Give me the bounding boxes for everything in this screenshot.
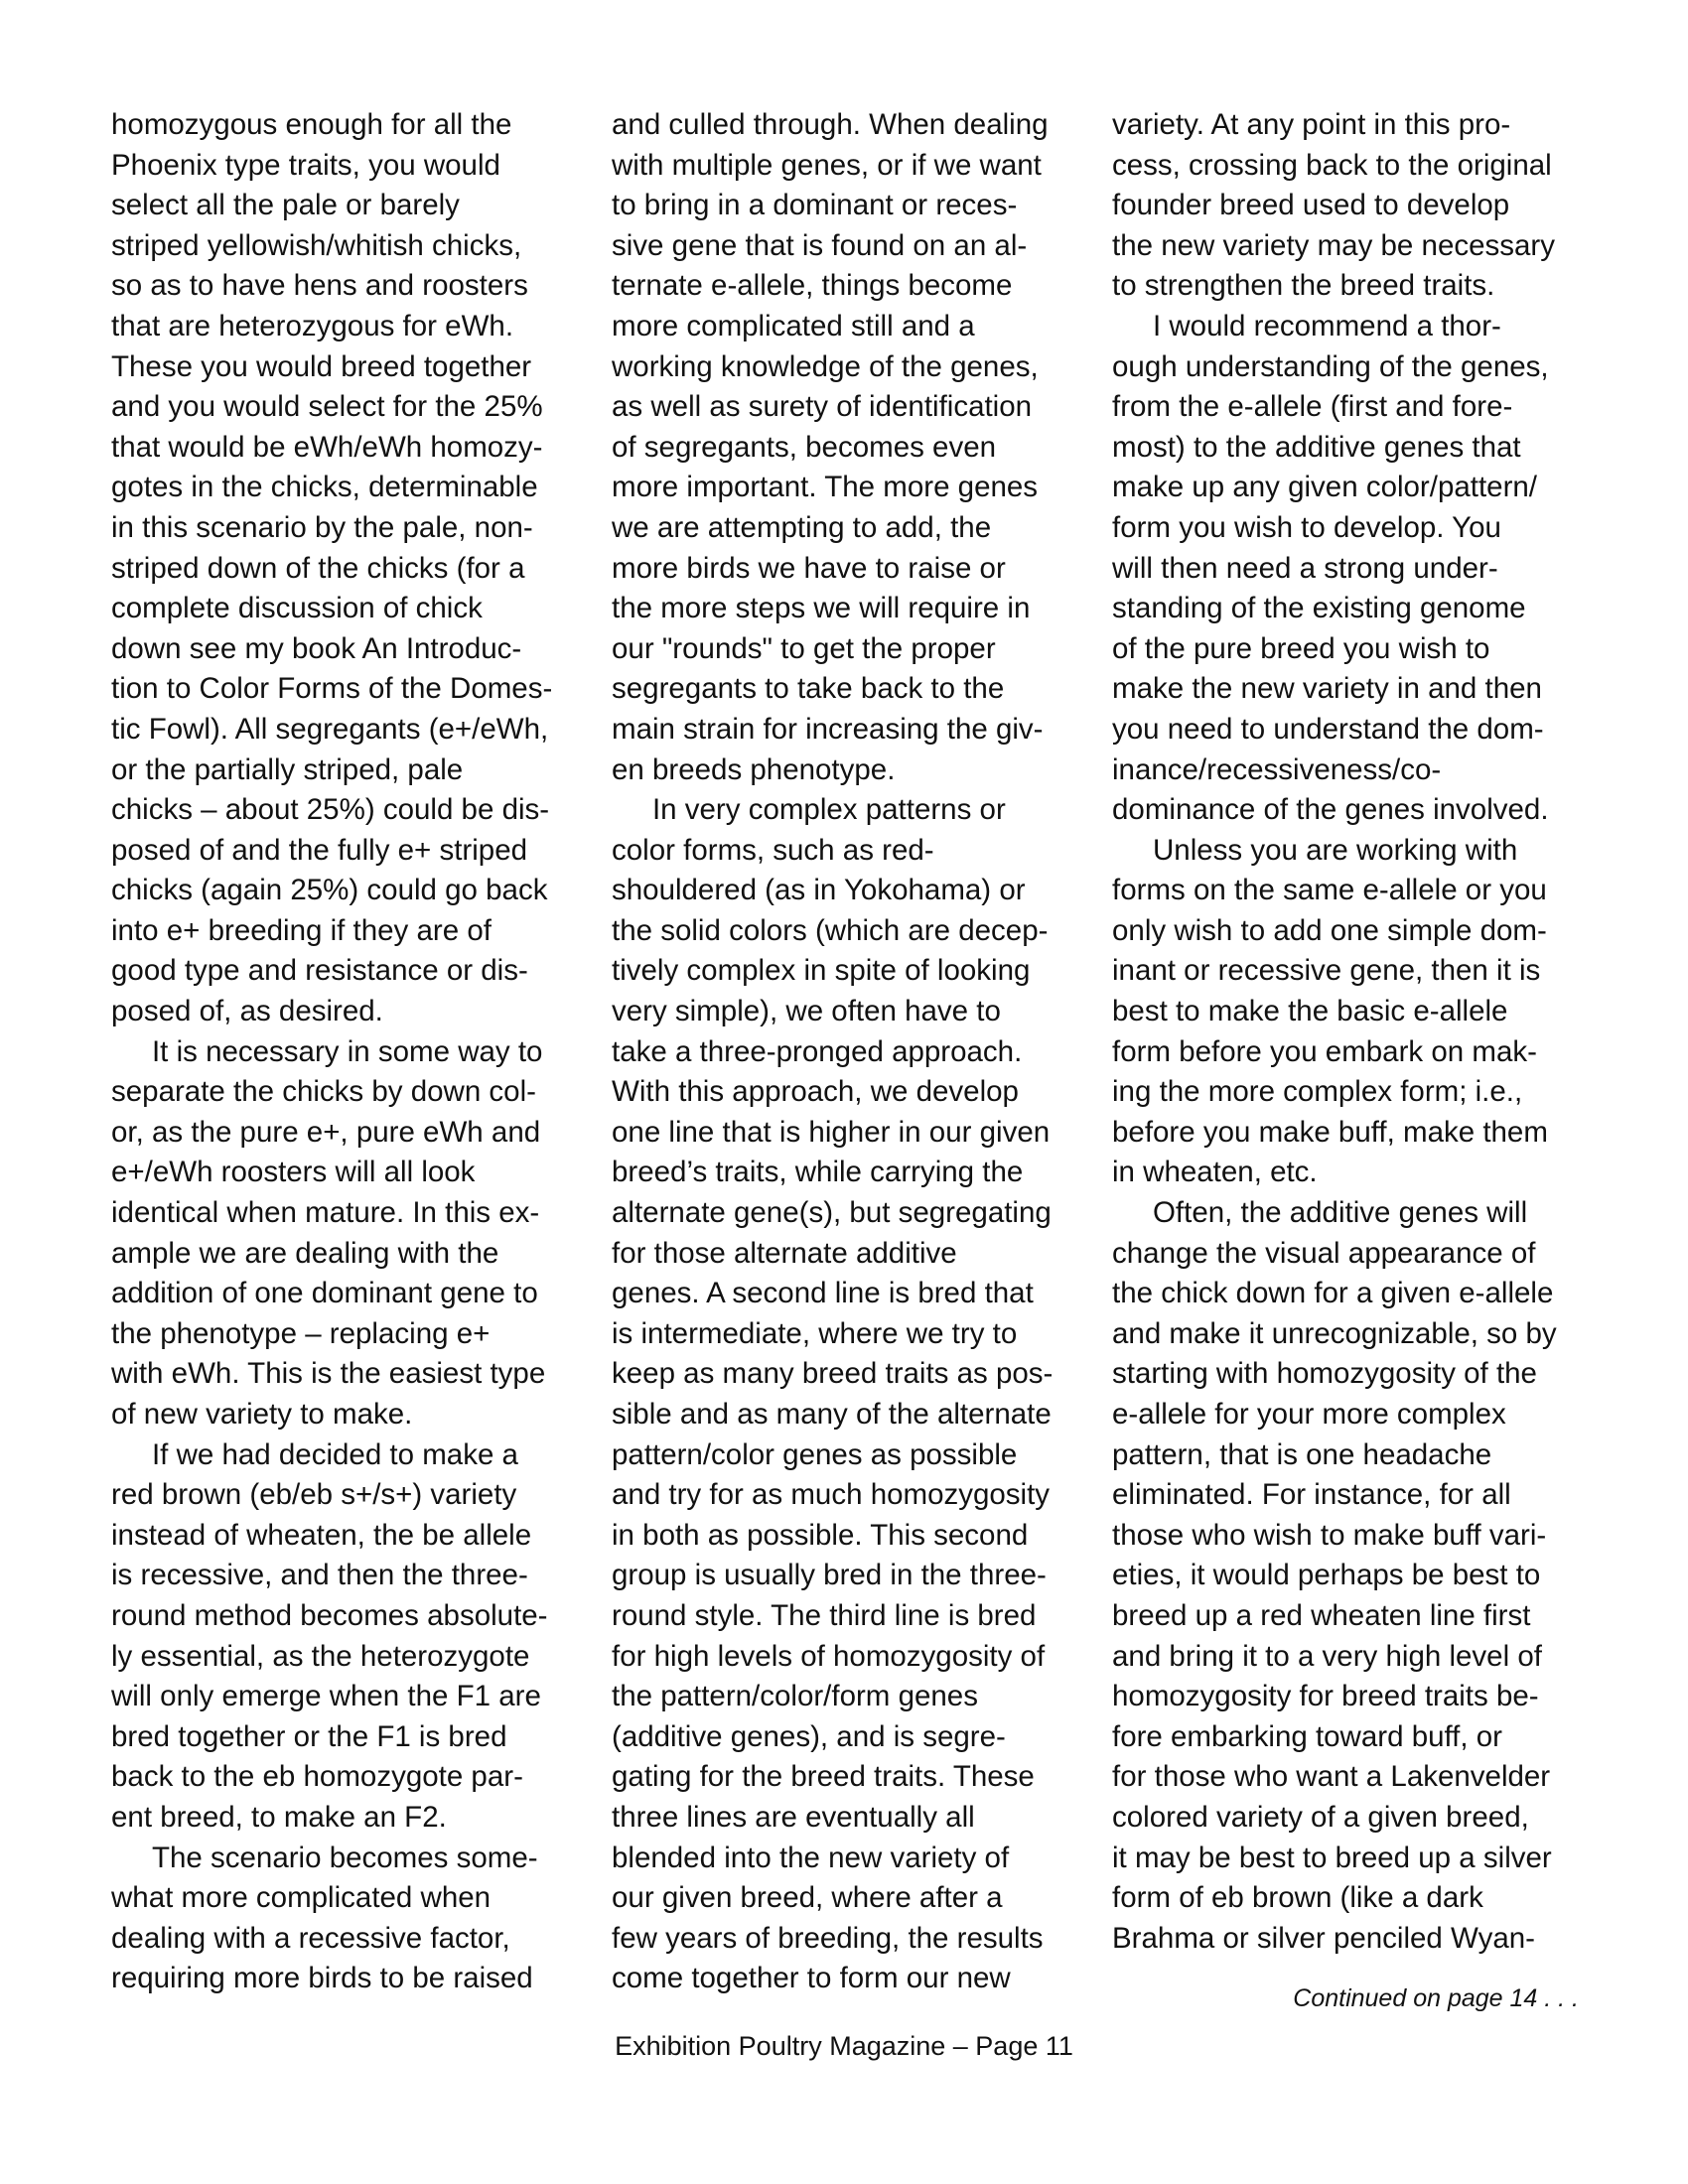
text-line: striped down of the chicks (for a — [111, 551, 525, 585]
text-line: form you wish to develop. You — [1112, 510, 1501, 544]
text-line: homozygosity for breed traits be- — [1112, 1680, 1539, 1713]
text-line: It is necessary in some way to — [111, 1034, 543, 1068]
text-line: red brown (eb/eb s+/s+) variety — [111, 1478, 517, 1512]
text-line: in this scenario by the pale, non- — [111, 510, 533, 544]
text-line: so as to have hens and roosters — [111, 269, 528, 303]
text-line: Unless you are working with — [1112, 833, 1518, 867]
text-line: group is usually bred in the three- — [612, 1559, 1047, 1592]
text-line: form of eb brown (like a dark — [1112, 1881, 1483, 1915]
text-line: very simple), we often have to — [612, 995, 1001, 1028]
text-line: only wish to add one simple dom- — [1112, 913, 1547, 947]
text-line: I would recommend a thor- — [1112, 309, 1501, 342]
text-line: These you would breed together — [111, 349, 532, 383]
text-line: of new variety to make. — [111, 1398, 413, 1431]
text-line: and try for as much homozygosity — [612, 1478, 1051, 1512]
text-line: separate the chicks by down col- — [111, 1075, 536, 1109]
text-column-1 — [111, 105, 580, 1999]
text-line: for high levels of homozygosity of — [612, 1639, 1046, 1673]
text-line: posed of, as desired. — [111, 995, 383, 1028]
text-line: tion to Color Forms of the Domes- — [111, 672, 553, 706]
text-line: you need to understand the dom- — [1112, 712, 1544, 746]
text-line: complete discussion of chick — [111, 592, 483, 625]
text-line: inance/recessiveness/co- — [1112, 752, 1442, 786]
text-line: from the e-allele (first and fore- — [1112, 390, 1513, 424]
text-line: posed of and the fully e+ striped — [111, 833, 528, 867]
text-line: for those who want a Lakenvelder — [1112, 1760, 1551, 1794]
text-line: Often, the additive genes will — [1112, 1196, 1528, 1230]
text-line: more important. The more genes — [612, 471, 1039, 504]
text-line: before you make buff, make them — [1112, 1115, 1548, 1149]
text-line: in both as possible. This second — [612, 1518, 1029, 1552]
text-line: come together to form our new — [612, 1962, 1011, 1995]
text-line: of segregants, becomes even — [612, 430, 997, 464]
text-line: best to make the basic e-allele — [1112, 995, 1508, 1028]
text-line: homozygous enough for all the — [111, 108, 512, 141]
text-line: or the partially striped, pale — [111, 752, 464, 786]
text-line: chicks (again 25%) could go back — [111, 874, 548, 907]
text-line: the solid colors (which are decep- — [612, 913, 1049, 947]
continued-note: Continued on page 14 . . . — [1293, 1984, 1579, 2012]
text-line: addition of one dominant gene to — [111, 1277, 538, 1310]
text-line: with multiple genes, or if we want — [612, 148, 1042, 182]
text-line: identical when mature. In this ex- — [111, 1196, 540, 1230]
text-line: ough understanding of the genes, — [1112, 349, 1549, 383]
text-line: eties, it would perhaps be best to — [1112, 1559, 1541, 1592]
text-line: the chick down for a given e-allele — [1112, 1277, 1554, 1310]
text-line: change the visual appearance of — [1112, 1236, 1536, 1270]
text-line: keep as many breed traits as pos- — [612, 1357, 1054, 1391]
text-line: the pattern/color/form genes — [612, 1680, 978, 1713]
text-line: striped yellowish/whitish chicks, — [111, 228, 522, 262]
text-line: fore embarking toward buff, or — [1112, 1719, 1502, 1753]
text-column-3 — [1112, 105, 1581, 1959]
text-line: working knowledge of the genes, — [612, 349, 1039, 383]
text-line: round style. The third line is bred — [612, 1598, 1037, 1632]
text-line: that would be eWh/eWh homozy- — [111, 430, 543, 464]
text-line: cess, crossing back to the original — [1112, 148, 1552, 182]
text-column-2 — [612, 105, 1080, 1999]
text-line: one line that is higher in our given — [612, 1115, 1051, 1149]
text-line: genes. A second line is bred that — [612, 1277, 1034, 1310]
text-line: is recessive, and then the three- — [111, 1559, 528, 1592]
text-line: those who wish to make buff vari- — [1112, 1518, 1547, 1552]
text-line: good type and resistance or dis- — [111, 954, 528, 988]
text-line: The scenario becomes some- — [111, 1841, 538, 1874]
text-line: or, as the pure e+, pure eWh and — [111, 1115, 541, 1149]
text-line: make up any given color/pattern/ — [1112, 471, 1537, 504]
text-line: into e+ breeding if they are of — [111, 913, 492, 947]
text-line: instead of wheaten, the be allele — [111, 1518, 532, 1552]
text-line: inant or recessive gene, then it is — [1112, 954, 1541, 988]
text-line: more birds we have to raise or — [612, 551, 1006, 585]
text-line: our given breed, where after a — [612, 1881, 1003, 1915]
text-line: main strain for increasing the giv- — [612, 712, 1044, 746]
text-line: sive gene that is found on an al- — [612, 228, 1028, 262]
text-line: ample we are dealing with the — [111, 1236, 499, 1270]
text-line: eliminated. For instance, for all — [1112, 1478, 1511, 1512]
text-line: make the new variety in and then — [1112, 672, 1542, 706]
text-line: the more steps we will require in — [612, 592, 1031, 625]
text-line: round method becomes absolute- — [111, 1598, 548, 1632]
text-line: en breeds phenotype. — [612, 752, 896, 786]
text-line: we are attempting to add, the — [612, 510, 992, 544]
text-line: e+/eWh roosters will all look — [111, 1156, 476, 1189]
text-line: as well as surety of identification — [612, 390, 1033, 424]
text-line: dominance of the genes involved. — [1112, 793, 1549, 827]
text-line: ly essential, as the heterozygote — [111, 1639, 530, 1673]
text-line: tic Fowl). All segregants (e+/eWh, — [111, 712, 549, 746]
text-line: that are heterozygous for eWh. — [111, 309, 514, 342]
text-line: what more complicated when — [111, 1881, 492, 1915]
text-line: breed’s traits, while carrying the — [612, 1156, 1024, 1189]
text-line: starting with homozygosity of the — [1112, 1357, 1537, 1391]
text-line: forms on the same e-allele or you — [1112, 874, 1547, 907]
text-line: gotes in the chicks, determinable — [111, 471, 538, 504]
text-line: select all the pale or barely — [111, 189, 460, 222]
text-line: with eWh. This is the easiest type — [111, 1357, 546, 1391]
text-line: sible and as many of the alternate — [612, 1398, 1052, 1431]
text-line: to bring in a dominant or reces- — [612, 189, 1018, 222]
text-line: ing the more complex form; i.e., — [1112, 1075, 1523, 1109]
text-line: alternate gene(s), but segregating — [612, 1196, 1052, 1230]
text-line: take a three-pronged approach. — [612, 1034, 1023, 1068]
text-line: breed up a red wheaten line first — [1112, 1598, 1531, 1632]
text-line: and you would select for the 25% — [111, 390, 543, 424]
text-line: blended into the new variety of — [612, 1841, 1010, 1874]
text-line: bred together or the F1 is bred — [111, 1719, 507, 1753]
text-line: variety. At any point in this pro- — [1112, 108, 1511, 141]
text-line: colored variety of a given breed, — [1112, 1800, 1529, 1834]
text-line: shouldered (as in Yokohama) or — [612, 874, 1026, 907]
text-line: founder breed used to develop — [1112, 189, 1510, 222]
text-line: most) to the additive genes that — [1112, 430, 1521, 464]
text-line: color forms, such as red- — [612, 833, 934, 867]
text-line: for those alternate additive — [612, 1236, 957, 1270]
text-line: segregants to take back to the — [612, 672, 1005, 706]
text-line: it may be best to breed up a silver — [1112, 1841, 1552, 1874]
text-line: will then need a strong under- — [1112, 551, 1498, 585]
text-line: (additive genes), and is segre- — [612, 1719, 1006, 1753]
text-line: standing of the existing genome — [1112, 592, 1526, 625]
text-line: and bring it to a very high level of — [1112, 1639, 1542, 1673]
text-line: and make it unrecognizable, so by — [1112, 1316, 1557, 1350]
text-line: back to the eb homozygote par- — [111, 1760, 523, 1794]
text-line: more complicated still and a — [612, 309, 975, 342]
text-line: dealing with a recessive factor, — [111, 1921, 510, 1955]
text-line: chicks – about 25%) could be dis- — [111, 793, 550, 827]
text-line: down see my book An Introduc- — [111, 631, 522, 665]
text-line: In very complex patterns or — [612, 793, 1006, 827]
text-line: in wheaten, etc. — [1112, 1156, 1318, 1189]
text-line: and culled through. When dealing — [612, 108, 1049, 141]
text-line: few years of breeding, the results — [612, 1921, 1044, 1955]
text-line: will only emerge when the F1 are — [111, 1680, 541, 1713]
text-line: of the pure breed you wish to — [1112, 631, 1490, 665]
text-line: the new variety may be necessary — [1112, 228, 1555, 262]
text-line: Phoenix type traits, you would — [111, 148, 500, 182]
text-line: With this approach, we develop — [612, 1075, 1019, 1109]
text-line: pattern/color genes as possible — [612, 1437, 1018, 1471]
text-line: pattern, that is one headache — [1112, 1437, 1492, 1471]
text-line: ent breed, to make an F2. — [111, 1800, 447, 1834]
text-line: to strengthen the breed traits. — [1112, 269, 1495, 303]
text-line: requiring more birds to be raised — [111, 1962, 533, 1995]
text-line: tively complex in spite of looking — [612, 954, 1031, 988]
text-line: ternate e-allele, things become — [612, 269, 1013, 303]
text-line: the phenotype – replacing e+ — [111, 1316, 491, 1350]
text-line: three lines are eventually all — [612, 1800, 975, 1834]
text-line: If we had decided to make a — [111, 1437, 518, 1471]
text-line: form before you embark on mak- — [1112, 1034, 1537, 1068]
page-footer: Exhibition Poultry Magazine – Page 11 — [615, 2031, 1073, 2061]
text-line: Brahma or silver penciled Wyan- — [1112, 1921, 1536, 1955]
text-line: gating for the breed traits. These — [612, 1760, 1035, 1794]
text-line: is intermediate, where we try to — [612, 1316, 1018, 1350]
text-line: e-allele for your more complex — [1112, 1398, 1506, 1431]
text-line: our "rounds" to get the proper — [612, 631, 996, 665]
